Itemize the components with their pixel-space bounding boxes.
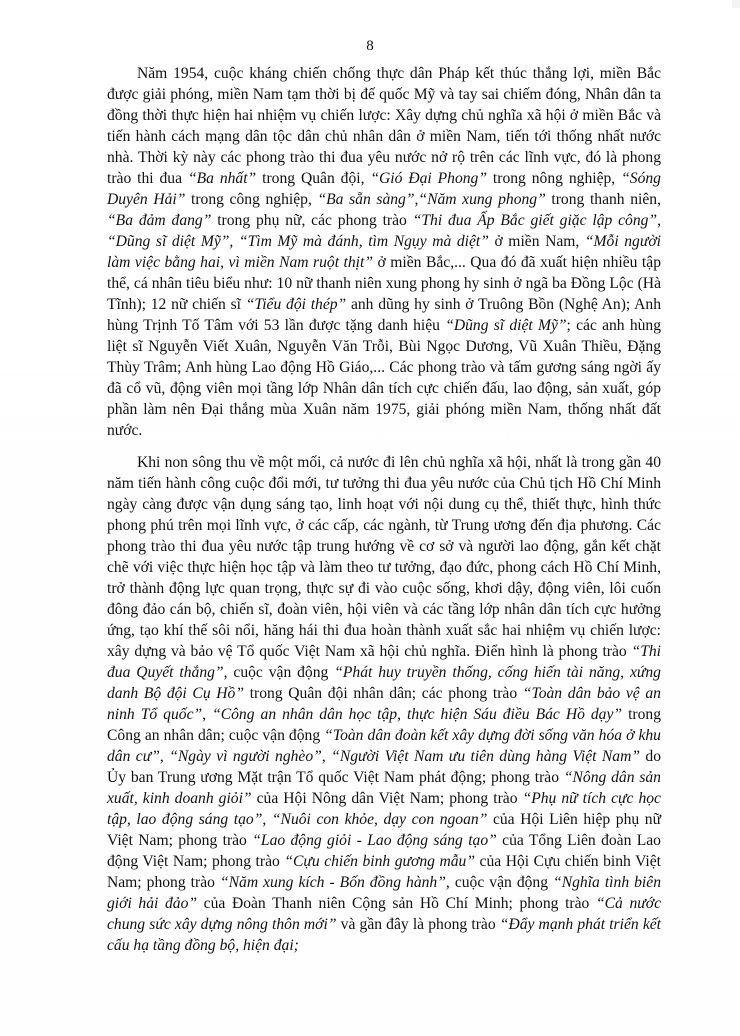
text-run: của Tổng Liên đoàn Lao động Việt Nam; phong trào	[107, 832, 661, 870]
paragraph-1935-1975	[107, 63, 661, 441]
italic-phrase: “Người Việt Nam ưu tiên dùng hàng Việt Nam”	[331, 748, 640, 765]
italic-phrase: “Phát huy truyền thống, cống hiến tài năng, xứng danh Bộ đội Cụ Hồ”	[107, 664, 661, 702]
italic-phrase: “Cựu chiến binh gương mẫu”	[284, 853, 476, 870]
italic-phrase: “Mỗi người làm việc bằng hai, vì miền Nam ruột thịt”	[107, 233, 661, 271]
text-run: ,	[262, 811, 272, 828]
text-run: trong phụ nữ, các phong trào	[211, 212, 413, 229]
text-run: Năm 1954, cuộc kháng chiến chống thực dân Pháp kết thúc thắng lợi, miền Bắc được giải phóng, miền Nam tạm thời bị đế quốc Mỹ và tay sai chiếm đóng, Nhân dân ta đồng thời thực hiện hai nhiệm vụ chiến lược: Xây dựng chủ nghĩa xã hội ở miền Bắc và tiến hành cách mạng dân tộc dân chủ nhân dân ở miền Nam, tiến tới thống nhất nước nhà. Thời kỳ này các phong trào thi đua yêu nước nở rộ trên các lĩnh vực, đó là phong trào thi đua	[107, 65, 661, 187]
text-run: và gần đây là phong trào	[336, 916, 500, 933]
italic-phrase: “Ba sẵn sàng”,“Năm xung phong”	[317, 191, 546, 208]
italic-phrase: “Nông dân sản xuất, kinh doanh giỏi”	[107, 769, 661, 807]
text-run: ở miền Nam,	[488, 233, 585, 250]
text-run: , cuộc vận động	[445, 874, 554, 891]
italic-phrase: “Cả nước chung sức xây dựng nông thôn mới”	[107, 895, 661, 933]
text-run: trong công nghiệp,	[185, 191, 318, 208]
text-run: của Hội Cựu chiến binh Việt Nam; phong trào	[107, 853, 661, 891]
italic-phrase: “Thi đua Ấp Bắc giết giặc lập công”, “Dũng sĩ diệt Mỹ”, “Tìm Mỹ mà đánh, tìm Ngụy mà diệt”	[107, 212, 662, 250]
paragraph-doi-moi	[107, 452, 661, 956]
text-run: trong Công an nhân dân; cuộc vận động	[107, 706, 661, 744]
text-run: ở miền Bắc,... Qua đó đã xuất hiện nhiều tập thể, cá nhân tiêu biểu như: 10 nữ thanh niên xung phong hy sinh ở ngã ba Đồng Lộc (Hà Tĩnh); 12 nữ chiến sĩ	[107, 254, 661, 313]
italic-phrase: “Đẩy mạnh phát triển kết cấu hạ tầng đồng bộ, hiện đại;	[107, 916, 661, 954]
text-run: anh dũng hy sinh ở Truông Bồn (Nghệ An); Anh hùng Trịnh Tố Tâm với 53 lần được tặng danh hiệu	[107, 296, 661, 334]
text-run: Khi non sông thu về một mối, cả nước đi lên chủ nghĩa xã hội, nhất là trong gần 40 năm tiến hành công cuộc đổi mới, tư tưởng thi đua yêu nước của Chủ tịch Hồ Chí Minh ngày càng được vận dụng sáng tạo, linh hoạt với nội dung cụ thể, thiết thực, hình thức phong phú trên mọi lĩnh vực, ở các cấp, các ngành, từ Trung ương đến địa phương. Các phong trào thi đua yêu nước tập trung hướng về cơ sở và người lao động, gắn kết chặt chẽ với việc thực hiện học tập và làm theo tư tưởng, đạo đức, phong cách Hồ Chí Minh, trở thành động lực quan trọng, thực sự đi vào cuộc sống, khơi dậy, động viên, lôi cuốn đông đảo cán bộ, chiến sĩ, đoàn viên, hội viên và các tầng lớp nhân dân tích cực hưởng ứng, tạo khí thế sôi nổi, hăng hái thi đua hoàn thành xuất sắc hai nhiệm vụ chiến lược: xây dựng và bảo vệ Tổ quốc Việt Nam xã hội chủ nghĩa. Điển hình là phong trào	[107, 454, 661, 660]
text-run: của Đoàn Thanh niên Cộng sản Hồ Chí Minh; phong trào	[197, 895, 596, 912]
text-run: ,	[159, 748, 170, 765]
text-run: của Hội Liên hiệp phụ nữ Việt Nam; phong trào	[107, 811, 662, 849]
italic-phrase: “Toàn dân bảo vệ an ninh Tổ quốc”	[107, 685, 661, 723]
italic-phrase: “Năm xung kích - Bốn đồng hành”	[219, 874, 446, 891]
italic-phrase: “Ba nhất”	[187, 170, 257, 187]
scan-edge-mark	[732, 0, 740, 8]
italic-phrase: “Ngày vì người nghèo”	[169, 748, 322, 765]
italic-phrase: “Công an nhân dân học tập, thực hiện Sáu điều Bác Hồ dạy”	[212, 706, 623, 723]
italic-phrase: “Sóng Duyên Hải”	[107, 170, 661, 208]
italic-phrase: “Nghĩa tình biên giới hải đảo”	[107, 874, 661, 912]
italic-phrase: “Ba đảm đang”	[107, 212, 212, 229]
text-run: ,	[202, 706, 213, 723]
text-run: trong Quân đội,	[256, 170, 371, 187]
italic-phrase: “Lao động giỏi - Lao động sáng tạo”	[252, 832, 497, 849]
text-run: của Hội Nông dân Việt Nam; phong trào	[251, 790, 523, 807]
page-number: 8	[366, 38, 374, 54]
italic-phrase: “Gió Đại Phong”	[370, 170, 488, 187]
text-run: ; các anh hùng liệt sĩ Nguyễn Viết Xuân, Nguyễn Văn Trỗi, Bùi Ngọc Dương, Vũ Xuân Thiều, Đặng Thùy Trâm; Anh hùng Lao động Hồ Giáo,... Các phong trào và tấm gương sáng ngời ấy đã cổ vũ, động viên mọi tầng lớp Nhân dân tích cực chiến đấu, lao động, sản xuất, góp phần làm nên Đại thắng mùa Xuân năm 1975, giải phóng miền Nam, thống nhất đất nước.	[107, 317, 662, 439]
text-run: do Ủy ban Trung ương Mặt trận Tổ quốc Việt Nam phát động; phong trào	[107, 748, 662, 786]
italic-phrase: “Nuôi con khỏe, dạy con ngoan”	[271, 811, 488, 828]
body-text	[107, 63, 661, 956]
italic-phrase: “Phụ nữ tích cực học tập, lao động sáng tạo”	[107, 790, 661, 828]
text-run: trong thanh niên,	[545, 191, 661, 208]
text-run: ,	[321, 748, 332, 765]
text-run: trong nông nghiệp,	[487, 170, 622, 187]
italic-phrase: “Tiểu đội thép”	[245, 296, 347, 313]
text-run: , cuộc vận động	[223, 664, 335, 681]
italic-phrase: “Dũng sĩ diệt Mỹ”	[445, 317, 567, 334]
italic-phrase: “Toàn dân đoàn kết xây dựng đời sống văn hóa ở khu dân cư”	[107, 727, 661, 765]
text-run: trong Quân đội nhân dân; các phong trào	[244, 685, 523, 702]
italic-phrase: “Thi đua Quyết thắng”	[107, 643, 661, 681]
